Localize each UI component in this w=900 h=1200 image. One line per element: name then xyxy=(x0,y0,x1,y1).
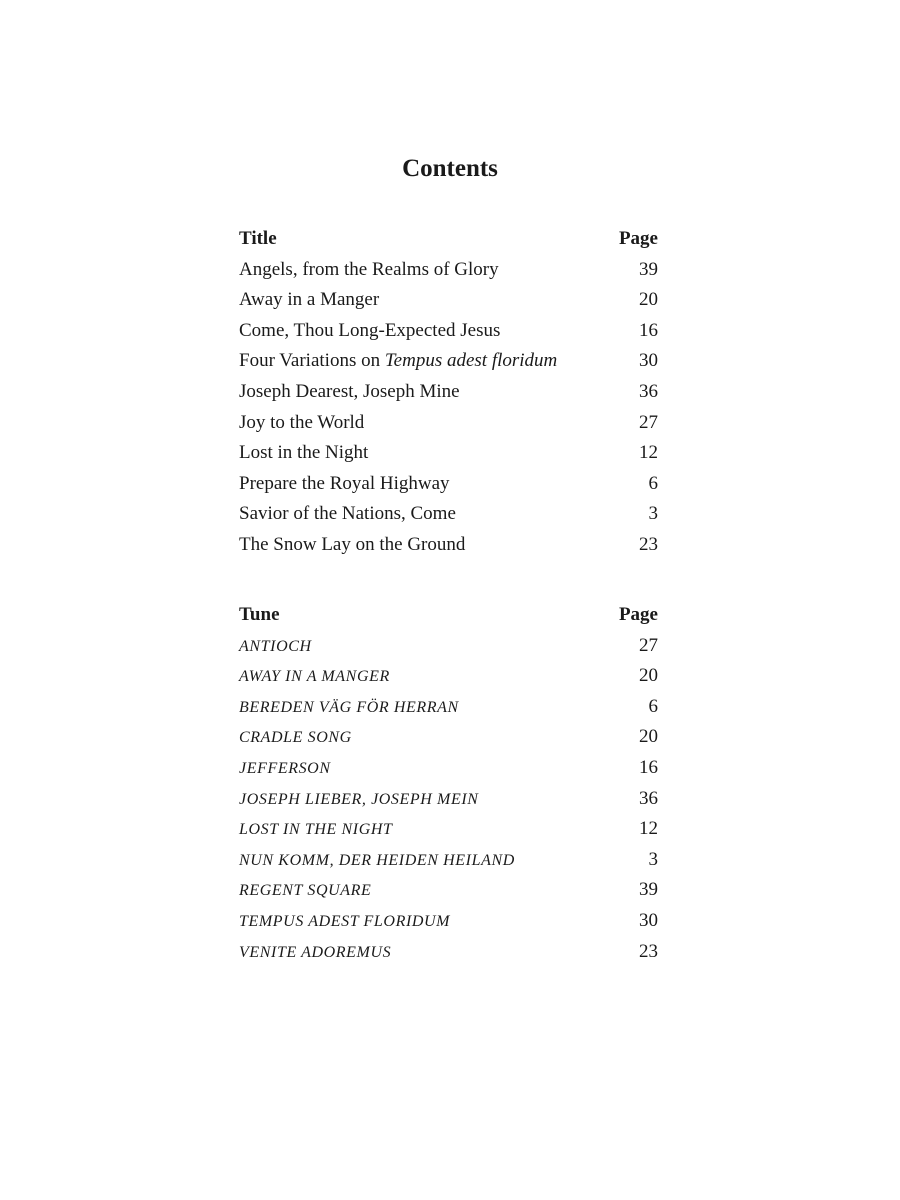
page-title: Contents xyxy=(402,155,498,182)
title-name: Savior of the Nations, Come xyxy=(239,503,456,525)
page-number: 36 xyxy=(639,787,658,809)
tune-row xyxy=(239,906,658,937)
page-number: 20 xyxy=(639,665,658,687)
title-name: Come, Thou Long-Expected Jesus xyxy=(239,319,501,341)
tune-row xyxy=(239,692,658,723)
page-number: 6 xyxy=(648,695,658,717)
title-row xyxy=(239,255,658,286)
page-number: 27 xyxy=(639,634,658,656)
tune-row xyxy=(239,661,658,692)
page-number: 20 xyxy=(639,289,658,311)
title-name: Prepare the Royal Highway xyxy=(239,472,450,494)
title-name: Joseph Dearest, Joseph Mine xyxy=(239,380,460,402)
title-row xyxy=(239,499,658,530)
tune-name: TEMPUS ADEST FLORIDUM xyxy=(239,912,451,930)
title-name: Lost in the Night xyxy=(239,442,369,464)
title-name xyxy=(239,346,557,377)
tunes-section xyxy=(239,600,658,967)
tune-name: JEFFERSON xyxy=(239,759,331,777)
tune-row xyxy=(239,753,658,784)
titles-section xyxy=(239,224,658,561)
tune-row xyxy=(239,937,658,968)
page-number: 30 xyxy=(639,350,658,372)
tune-row xyxy=(239,784,658,815)
tune-name: AWAY IN A MANGER xyxy=(239,668,390,686)
tune-row xyxy=(239,814,658,845)
title-column-header: Title xyxy=(239,228,277,249)
title-row xyxy=(239,530,658,561)
tune-column-header: Tune xyxy=(239,604,280,625)
page-number: 27 xyxy=(639,411,658,433)
titles-header-row xyxy=(239,224,658,255)
page-number: 39 xyxy=(639,258,658,280)
page-number: 36 xyxy=(639,380,658,402)
title-row xyxy=(239,438,658,469)
title-name: The Snow Lay on the Ground xyxy=(239,533,466,555)
title-italic: Tempus adest floridum xyxy=(384,350,558,372)
tune-name: REGENT SQUARE xyxy=(239,882,372,900)
page-number: 20 xyxy=(639,726,658,748)
tune-name: BEREDEN VÄG FÖR HERRAN xyxy=(239,698,459,716)
page-number: 3 xyxy=(648,848,658,870)
tune-name: VENITE ADOREMUS xyxy=(239,943,392,961)
page-column-header: Page xyxy=(618,604,658,625)
title-row xyxy=(239,346,658,377)
page-number: 12 xyxy=(639,818,658,840)
tune-name: LOST IN THE NIGHT xyxy=(239,821,393,839)
title-row xyxy=(239,285,658,316)
tune-name: CRADLE SONG xyxy=(239,729,352,747)
title-row xyxy=(239,316,658,347)
page-number: 3 xyxy=(648,503,658,525)
page-number: 16 xyxy=(639,319,658,341)
page-number: 23 xyxy=(639,940,658,962)
title-row xyxy=(239,377,658,408)
title-name: Joy to the World xyxy=(239,411,365,433)
tune-row xyxy=(239,722,658,753)
tune-name: JOSEPH LIEBER, JOSEPH MEIN xyxy=(239,790,479,808)
page-number: 16 xyxy=(639,756,658,778)
tune-row xyxy=(239,845,658,876)
tune-name: NUN KOMM, DER HEIDEN HEILAND xyxy=(239,851,515,869)
page-number: 6 xyxy=(648,472,658,494)
title-row xyxy=(239,408,658,439)
title-name: Angels, from the Realms of Glory xyxy=(239,258,499,280)
tune-name: ANTIOCH xyxy=(239,637,312,655)
tune-row xyxy=(239,631,658,662)
title-prefix: Four Variations on xyxy=(239,350,385,372)
page-number: 23 xyxy=(639,533,658,555)
tunes-header-row xyxy=(239,600,658,631)
page-number: 39 xyxy=(639,879,658,901)
tune-row xyxy=(239,875,658,906)
title-name: Away in a Manger xyxy=(239,289,380,311)
title-row xyxy=(239,469,658,500)
page-column-header: Page xyxy=(618,228,658,249)
page-number: 30 xyxy=(639,909,658,931)
page-number: 12 xyxy=(639,442,658,464)
